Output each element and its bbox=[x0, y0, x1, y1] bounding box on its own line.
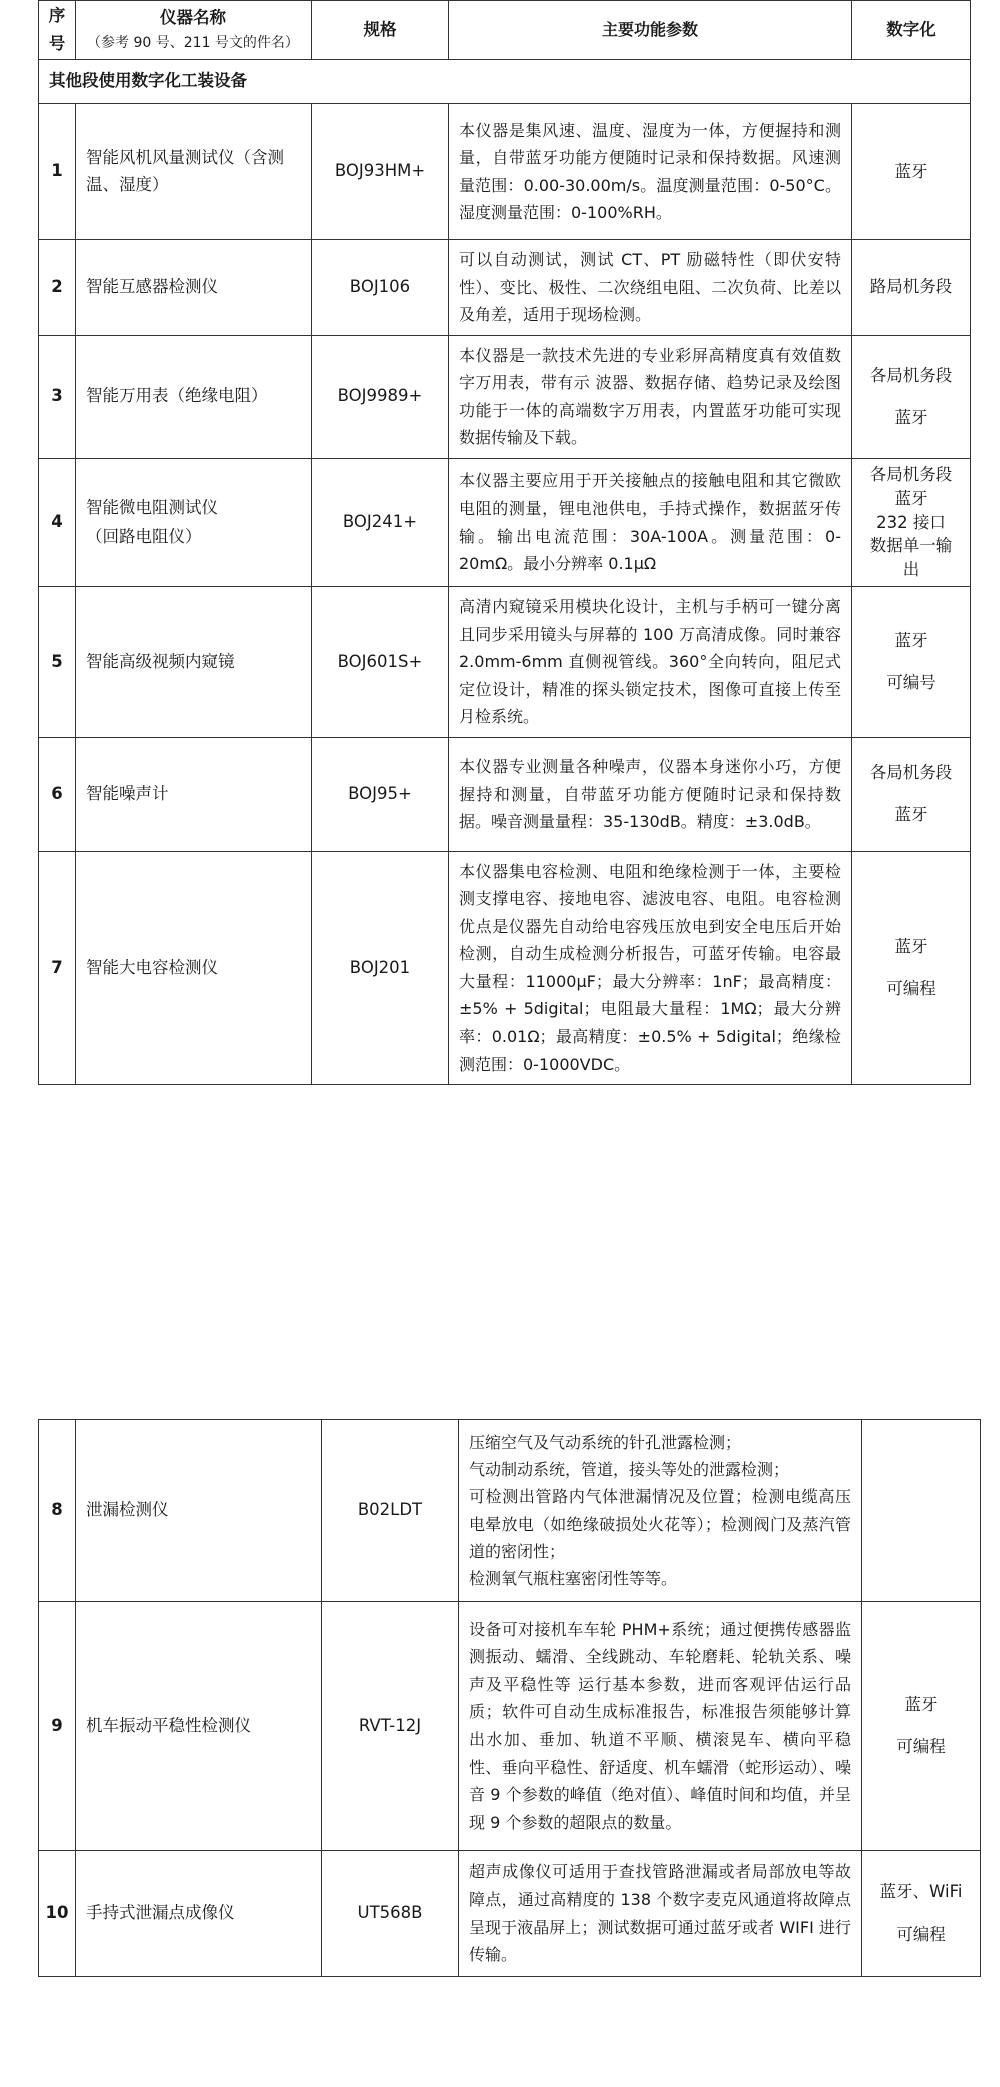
row-spec: BOJ106 bbox=[312, 240, 449, 336]
row-digital bbox=[862, 1420, 981, 1602]
digital-item: 蓝牙 bbox=[894, 936, 928, 956]
digital-item: 数据单一输 bbox=[869, 536, 953, 556]
digital-item: 各局机务段 bbox=[869, 763, 953, 783]
row-name: 泄漏检测仪 bbox=[76, 1420, 322, 1602]
row-no: 7 bbox=[39, 851, 76, 1084]
row-digital bbox=[852, 737, 971, 851]
table-row bbox=[39, 1602, 981, 1851]
row-function: 可以自动测试，测试 CT、PT 励磁特性（即伏安特性）、变比、极性、二次绕组电阻、二次负荷、比差以及角差，适用于现场检测。 bbox=[449, 240, 852, 336]
row-no: 3 bbox=[39, 335, 76, 458]
row-digital bbox=[852, 458, 971, 587]
row-spec: RVT-12J bbox=[322, 1602, 459, 1851]
digital-item: 蓝牙 bbox=[894, 805, 928, 825]
digital-gap bbox=[854, 390, 968, 404]
digital-item: 各局机务段 bbox=[869, 464, 953, 484]
row-spec: BOJ95+ bbox=[312, 737, 449, 851]
table-row bbox=[39, 458, 971, 587]
digital-item: 出 bbox=[902, 560, 920, 580]
header-name-sub: （参考 90 号、211 号文的件名） bbox=[87, 35, 299, 52]
row-name: 智能万用表（绝缘电阻） bbox=[76, 335, 312, 458]
header-spec: 规格 bbox=[312, 1, 449, 60]
row-name-line1: 智能微电阻测试仪 bbox=[86, 498, 218, 518]
header-name-title: 仪器名称 bbox=[160, 8, 226, 28]
digital-item: 蓝牙、WiFi bbox=[879, 1882, 963, 1902]
digital-item: 蓝牙 bbox=[894, 631, 928, 651]
digital-item: 可编程 bbox=[886, 978, 936, 998]
digital-item: 232 接口 bbox=[876, 512, 946, 532]
row-function: 设备可对接机车车轮 PHM+系统；通过便携传感器监 测振动、蠕滑、全线跳动、车轮磨耗、轮轨关系、噪声及平稳性等 运行基本参数，进而客观评估运行品质；软件可自动生成标准报告，标准报告须能够计算出水加、垂加、轨道不平顺、横滚晃车、横向平稳性、垂向平稳性、舒适度、机车蠕滑（蛇形运动）、噪音 9 个参数的峰值（绝对值）、峰值时间和均值，并呈现 9 个参数的超限点的数量。 bbox=[459, 1602, 862, 1851]
row-digital bbox=[852, 104, 971, 240]
row-name bbox=[76, 458, 312, 587]
row-spec: BOJ9989+ bbox=[312, 335, 449, 458]
table-row bbox=[39, 587, 971, 738]
row-no: 4 bbox=[39, 458, 76, 587]
row-spec: BOJ241+ bbox=[312, 458, 449, 587]
table-row bbox=[39, 104, 971, 240]
table-row bbox=[39, 851, 971, 1084]
row-function: 本仪器主要应用于开关接触点的接触电阻和其它微欧电阻的测量，锂电池供电，手持式操作，数据蓝牙传输。输出电流范围：30A-100A。测量范围：0-20mΩ。最小分辨率 0.1μΩ bbox=[449, 458, 852, 587]
digital-gap bbox=[864, 1907, 978, 1921]
digital-gap bbox=[864, 1719, 978, 1733]
function-line: 可检测出管路内气体泄漏情况及位置；检测电缆高压电晕放电（如绝缘破损处火花等）；检测阀门及蒸汽管道的密闭性； bbox=[469, 1487, 851, 1561]
row-name: 智能互感器检测仪 bbox=[76, 240, 312, 336]
digital-item: 可编号 bbox=[886, 673, 936, 693]
row-digital bbox=[852, 851, 971, 1084]
digital-item: 蓝牙 bbox=[894, 161, 928, 181]
row-name: 机车振动平稳性检测仪 bbox=[76, 1602, 322, 1851]
row-function: 本仪器是集风速、温度、湿度为一体，方便握持和测量，自带蓝牙功能方便随时记录和保持数据。风速测量范围：0.00-30.00m/s。温度测量范围：0-50°C。湿度测量范围：0-100%RH。 bbox=[449, 104, 852, 240]
table-header-row bbox=[39, 1, 971, 60]
row-function: 超声成像仪可适用于查找管路泄漏或者局部放电等故障点，通过高精度的 138 个数字麦克风通道将故障点呈现于液晶屏上；测试数据可通过蓝牙或者 WIFI 进行传输。 bbox=[459, 1851, 862, 1977]
table-row bbox=[39, 335, 971, 458]
row-no: 9 bbox=[39, 1602, 76, 1851]
row-no: 5 bbox=[39, 587, 76, 738]
header-no-line1: 序 bbox=[48, 6, 66, 25]
digital-item: 蓝牙 bbox=[894, 488, 928, 508]
digital-item: 蓝牙 bbox=[894, 407, 928, 427]
row-digital bbox=[852, 335, 971, 458]
row-digital bbox=[862, 1602, 981, 1851]
row-spec: BOJ93HM+ bbox=[312, 104, 449, 240]
function-line: 检测氧气瓶柱塞密闭性等等。 bbox=[469, 1568, 678, 1588]
section-row bbox=[39, 60, 971, 104]
header-no bbox=[39, 1, 76, 60]
table-row bbox=[39, 1420, 981, 1602]
row-function: 高清内窥镜采用模块化设计，主机与手柄可一键分离且同步采用镜头与屏幕的 100 万高清成像。同时兼容 2.0mm-6mm 直侧视管线。360°全向转向，阻尼式定位设计，精准的探头锁定技术，图像可直接上传至月检系统。 bbox=[449, 587, 852, 738]
row-no: 6 bbox=[39, 737, 76, 851]
digital-item: 各局机务段 bbox=[869, 365, 953, 385]
row-function: 本仪器是一款技术先进的专业彩屏高精度真有效值数字万用表，带有示 波器、数据存储、趋势记录及绘图功能于一体的高端数字万用表，内置蓝牙功能可实现数据传输及下载。 bbox=[449, 335, 852, 458]
row-name: 智能噪声计 bbox=[76, 737, 312, 851]
row-name-line2: （回路电阻仪） bbox=[86, 526, 202, 546]
row-name: 手持式泄漏点成像仪 bbox=[76, 1851, 322, 1977]
equipment-table-page-1 bbox=[38, 0, 971, 1085]
header-function: 主要功能参数 bbox=[449, 1, 852, 60]
table-row bbox=[39, 240, 971, 336]
row-no: 10 bbox=[39, 1851, 76, 1977]
equipment-table-page-2 bbox=[38, 1419, 981, 1977]
function-line: 气动制动系统，管道，接头等处的泄露检测； bbox=[469, 1460, 790, 1480]
header-no-line2: 号 bbox=[48, 34, 66, 54]
row-no: 8 bbox=[39, 1420, 76, 1602]
row-spec: BOJ601S+ bbox=[312, 587, 449, 738]
row-digital bbox=[852, 240, 971, 336]
row-digital bbox=[862, 1851, 981, 1977]
header-name bbox=[76, 1, 312, 60]
row-name: 智能风机风量测试仪（含测温、湿度） bbox=[76, 104, 312, 240]
row-spec: BOJ201 bbox=[312, 851, 449, 1084]
row-spec: UT568B bbox=[322, 1851, 459, 1977]
row-no: 1 bbox=[39, 104, 76, 240]
row-function: 本仪器集电容检测、电阻和绝缘检测于一体，主要检测支撑电容、接地电容、滤波电容、电阻。电容检测优点是仪器先自动给电容残压放电到安全电压后开始检测，自动生成检测分析报告，可蓝牙传输。电容最大量程：11000μF；最大分辨率：1nF；最高精度：±5% + 5digital；电阻最大量程：1MΩ；最大分辨率：0.01Ω；最高精度：±0.5% + 5digital；绝缘检测范围：0-1000VDC。 bbox=[449, 851, 852, 1084]
table-row bbox=[39, 737, 971, 851]
section-title: 其他段使用数字化工装设备 bbox=[39, 60, 971, 104]
row-digital bbox=[852, 587, 971, 738]
digital-item: 可编程 bbox=[896, 1737, 946, 1756]
digital-item: 蓝牙 bbox=[904, 1694, 938, 1714]
row-function bbox=[459, 1420, 862, 1602]
digital-gap bbox=[854, 961, 968, 975]
digital-item: 路局机务段 bbox=[869, 277, 953, 297]
table-row bbox=[39, 1851, 981, 1977]
row-spec: B02LDT bbox=[322, 1420, 459, 1602]
digital-gap bbox=[854, 787, 968, 801]
digital-item: 可编程 bbox=[896, 1924, 946, 1944]
row-name: 智能大电容检测仪 bbox=[76, 851, 312, 1084]
function-line: 压缩空气及气动系统的针孔泄露检测； bbox=[469, 1432, 742, 1452]
row-function: 本仪器专业测量各种噪声，仪器本身迷你小巧，方便握持和测量，自带蓝牙功能方便随时记录和保持数据。噪音测量量程：35-130dB。精度：±3.0dB。 bbox=[449, 737, 852, 851]
row-name: 智能高级视频内窥镜 bbox=[76, 587, 312, 738]
header-digital: 数字化 bbox=[852, 1, 971, 60]
digital-gap bbox=[854, 655, 968, 669]
row-no: 2 bbox=[39, 240, 76, 336]
